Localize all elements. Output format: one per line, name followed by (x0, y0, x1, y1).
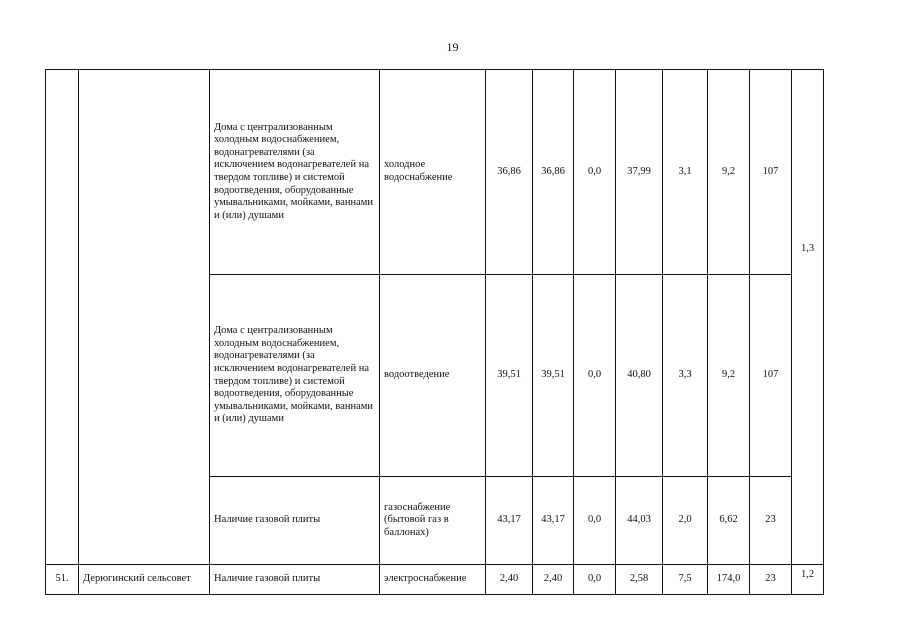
table-row (46, 70, 824, 275)
value-cell: 107 (750, 275, 792, 477)
value-cell: 174,0 (708, 565, 750, 595)
value-cell: 3,3 (663, 275, 708, 477)
value-cell: 2,40 (533, 565, 574, 595)
value-cell: 9,2 (708, 275, 750, 477)
value-cell: 43,17 (533, 477, 574, 565)
value-cell: 107 (750, 70, 792, 275)
value-cell: 3,1 (663, 70, 708, 275)
coefficient-cell: 1,2 (792, 565, 824, 595)
value-cell: 44,03 (616, 477, 663, 565)
service-cell: газоснабжение (бытовой газ в баллонах) (380, 477, 486, 565)
value-cell: 2,58 (616, 565, 663, 595)
coefficient-cell: 1,3 (792, 70, 824, 565)
value-cell: 36,86 (533, 70, 574, 275)
tariff-table (45, 69, 824, 595)
value-cell: 37,99 (616, 70, 663, 275)
value-cell: 23 (750, 565, 792, 595)
index-cell-empty (46, 70, 79, 565)
value-cell: 2,40 (486, 565, 533, 595)
value-cell: 9,2 (708, 70, 750, 275)
description-cell: Дома с централизованным холодным водоснабжением, водонагревателями (за исключением водонагревателей на твердом топливе) и системой водоотведения, оборудованные умывальниками, мойками, ваннами и (или) душами (210, 275, 380, 477)
settlement-cell-empty (79, 70, 210, 565)
description-cell: Дома с централизованным холодным водоснабжением, водонагревателями (за исключением водонагревателей на твердом топливе) и системой водоотведения, оборудованные умывальниками, мойками, ваннами и (или) душами (210, 70, 380, 275)
value-cell: 2,0 (663, 477, 708, 565)
value-cell: 0,0 (574, 275, 616, 477)
value-cell: 0,0 (574, 70, 616, 275)
value-cell: 6,62 (708, 477, 750, 565)
description-cell: Наличие газовой плиты (210, 477, 380, 565)
service-cell: водоотведение (380, 275, 486, 477)
value-cell: 39,51 (486, 275, 533, 477)
value-cell: 0,0 (574, 477, 616, 565)
value-cell: 36,86 (486, 70, 533, 275)
description-cell: Наличие газовой плиты (210, 565, 380, 595)
value-cell: 40,80 (616, 275, 663, 477)
service-cell: холодное водоснабжение (380, 70, 486, 275)
value-cell: 43,17 (486, 477, 533, 565)
value-cell: 23 (750, 477, 792, 565)
index-cell: 51. (46, 565, 79, 595)
service-cell: электроснабжение (380, 565, 486, 595)
settlement-cell: Дерюгинский сельсовет (79, 565, 210, 595)
value-cell: 0,0 (574, 565, 616, 595)
value-cell: 7,5 (663, 565, 708, 595)
page-number: 19 (446, 40, 459, 54)
table-row (46, 565, 824, 595)
value-cell: 39,51 (533, 275, 574, 477)
